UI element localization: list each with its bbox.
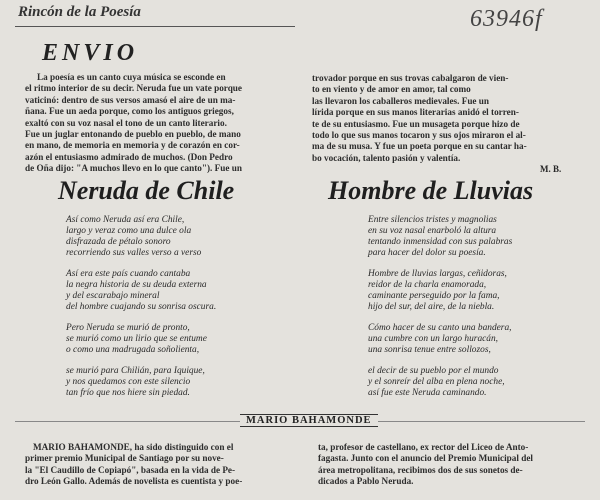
poem-line: una sonrisa tenue entre sollozos, <box>368 345 491 355</box>
poem-line: y nos quedamos con este silencio <box>66 377 191 387</box>
poem-stanza <box>66 323 296 356</box>
poem-line: del hombre cuajando su sonrisa oscura. <box>66 302 217 312</box>
intro-line: ma de su musa. Y fue un poeta porque en su cantar ha- <box>312 141 527 152</box>
poem-hombre-de-lluvias <box>368 215 593 409</box>
poem-stanza <box>66 269 296 313</box>
handwritten-catalog-number: 63946f <box>470 6 543 32</box>
bio-line: la "El Caudillo de Copiapó", basada en la vida de Pe- <box>25 464 236 475</box>
poem-line: recorriendo sus valles verso a verso <box>66 248 202 258</box>
poem-line: Pero Neruda se murió de pronto, <box>66 323 190 333</box>
intro-line: trovador porque en sus trovas cabalgaron de vien- <box>312 73 509 83</box>
poem-line: tentando inmensidad con sus palabras <box>368 237 513 247</box>
intro-line: Fue un juglar entonando de pueblo en pueblo, de mano <box>25 129 241 140</box>
poem-line: Cómo hacer de su canto una bandera, <box>368 323 512 333</box>
intro-line: La poesía es un canto cuya música se esconde en <box>37 72 226 82</box>
poem-line: se murió para Chilián, para Iquique, <box>66 366 205 376</box>
poem-stanza <box>368 215 593 259</box>
intro-line: todo lo que sus manos tocaron y sus ojos miraron el al- <box>312 130 526 141</box>
author-byline: MARIO BAHAMONDE <box>240 414 378 427</box>
poem-stanza <box>368 269 593 313</box>
poem-line: disfrazada de pétalo sonoro <box>66 237 171 247</box>
intro-line: azón el entusiasmo admirado de muchos. (Don Pedro <box>25 151 233 162</box>
bio-line: dro León Gallo. Además de novelista es cuentista y poe- <box>25 476 243 487</box>
poem-line: o como una madrugada soñolienta, <box>66 345 200 355</box>
poem-line: Hombre de lluvias largas, ceñidoras, <box>368 269 507 279</box>
header-rule <box>15 26 295 27</box>
bio-line: área metropolitana, recibimos dos de sus sonetos de- <box>318 464 523 475</box>
poem-line: caminante perseguido por la fama, <box>368 291 500 301</box>
poem-line: reidor de la charla enamorada, <box>368 280 487 290</box>
bio-line: MARIO BAHAMONDE, ha sido distinguido con el <box>33 442 234 452</box>
bio-line: fagasta. Junto con el anuncio del Premio Municipal del <box>318 453 533 464</box>
poem-line: se murió como un lirio que se entume <box>66 334 207 344</box>
poem-neruda-de-chile <box>66 215 296 409</box>
intro-line: ñana. Fue un aeda porque, como los antiguos griegos, <box>25 106 234 117</box>
intro-line: bo vocación, talento pasión y valentía. <box>312 152 461 163</box>
poem-title-hombre-de-lluvias: Hombre de Lluvias <box>328 176 534 205</box>
poem-line: Entre silencios tristes y magnolias <box>368 215 497 225</box>
intro-line: lírida porque en sus manos literarias anidó el torren- <box>312 107 519 118</box>
intro-line: de Oña dijo: "A muchos llevo en lo que canto"). Fue un <box>25 163 242 174</box>
intro-signature: M. B. <box>540 164 562 174</box>
bio-right-column <box>318 442 580 488</box>
intro-line: vaticinó: dentro de sus versos amasó el aire de un ma- <box>25 94 236 105</box>
poem-stanza <box>368 366 593 399</box>
poem-stanza <box>66 366 296 399</box>
poem-line: largo y veraz como una dulce ola <box>66 226 192 236</box>
intro-left-column <box>25 72 295 175</box>
intro-line: te de su entusiasmo. Fue un musageta porque hizo de <box>312 118 520 129</box>
poem-line: y del escarabajo mineral <box>66 291 160 301</box>
poem-line: hijo del sur, del aire, de la niebla. <box>368 302 495 312</box>
intro-line: el ritmo interior de su decir. Neruda fue un vate porque <box>25 83 242 94</box>
poem-title-neruda-de-chile: Neruda de Chile <box>58 176 235 205</box>
poem-stanza <box>368 323 593 356</box>
section-title: Rincón de la Poesía <box>18 4 141 20</box>
poem-line: así fue este Neruda caminando. <box>368 388 487 398</box>
bio-line: ta, profesor de castellano, ex rector del Liceo de Anto- <box>318 442 529 452</box>
poem-line: Así era este país cuando cantaba <box>66 269 191 279</box>
intro-right-column <box>312 73 578 164</box>
intro-line: exaltó con su voz nasal el tono de un canto literario. <box>25 117 227 128</box>
poem-line: para hacer del dolor su poesía. <box>368 248 486 258</box>
poem-line: Así como Neruda así era Chile, <box>66 215 185 225</box>
intro-line: to en viento y de amor en amor, tal como <box>312 84 471 95</box>
bio-line: primer premio Municipal de Santiago por su nove- <box>25 453 224 464</box>
poem-line: y el sonreír del alba en plena noche, <box>368 377 505 387</box>
poem-line: tan frío que nos hiere sin piedad. <box>66 388 190 398</box>
intro-line: en mano, de memoria en memoria y de corazón en cor- <box>25 140 240 151</box>
poem-line: una cumbre con un largo huracán, <box>368 334 499 344</box>
poem-line: el decir de su pueblo por el mundo <box>368 366 499 376</box>
envio-heading: ENVIO <box>42 40 139 66</box>
poem-line: en su voz nasal enarboló la altura <box>368 226 497 236</box>
poem-stanza <box>66 215 296 259</box>
bio-line: dicados a Pablo Neruda. <box>318 476 414 487</box>
bio-left-column <box>25 442 300 488</box>
poem-line: la negra historia de su deuda externa <box>66 280 207 290</box>
intro-line: las llevaron los caballeros medievales. Fue un <box>312 95 490 106</box>
